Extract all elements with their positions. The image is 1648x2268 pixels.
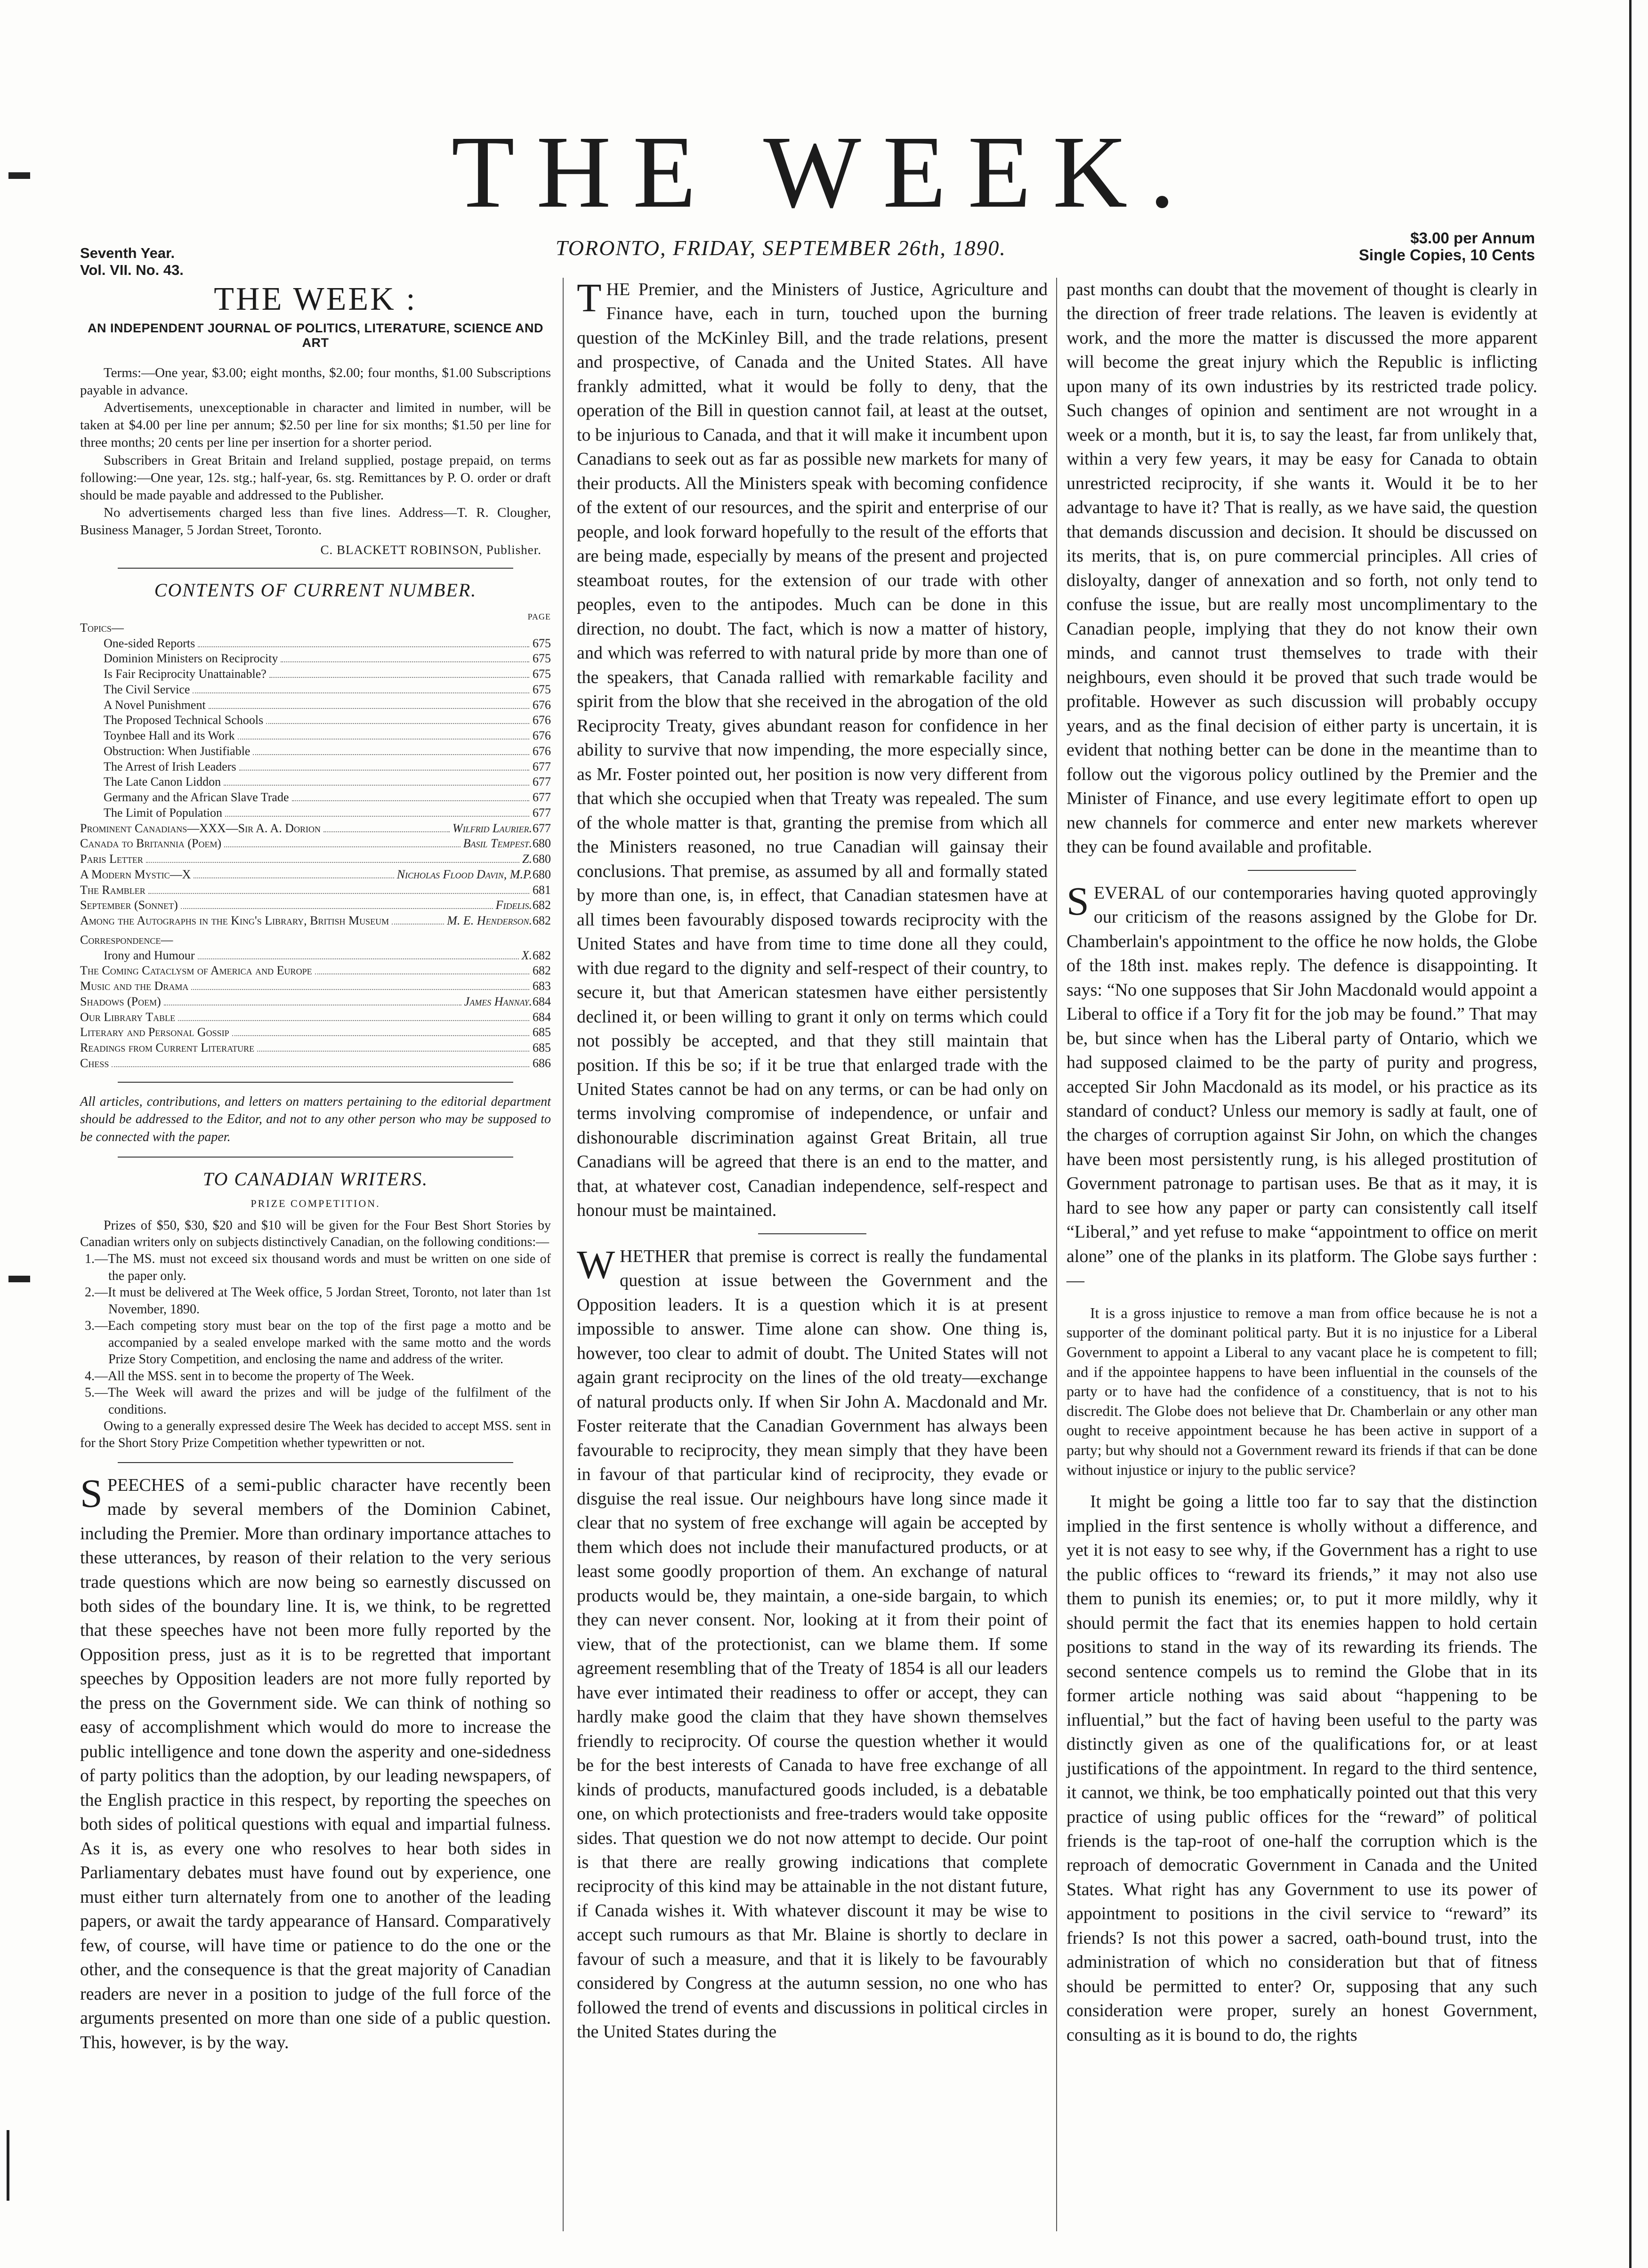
contents-row — [80, 713, 551, 728]
contents-leader — [146, 862, 519, 863]
prize-heading: TO CANADIAN WRITERS. — [202, 1168, 428, 1190]
contents-row — [80, 979, 551, 994]
contents-page: 677 — [533, 759, 551, 773]
contents-page-label: PAGE — [527, 612, 551, 622]
contents-articles — [80, 821, 551, 929]
contents-row — [80, 682, 551, 698]
column-left — [80, 278, 551, 2055]
contents-page: 677 — [533, 821, 551, 835]
contents-row — [80, 805, 551, 821]
contents-title: Dominion Ministers on Reciprocity — [104, 651, 278, 666]
journal-subtitle: AN INDEPENDENT JOURNAL OF POLITICS, LITERATURE, SCIENCE AND ART — [87, 321, 544, 350]
contents-title: The Arrest of Irish Leaders — [104, 759, 236, 773]
contents-title: One-sided Reports — [104, 636, 195, 650]
contents-page: 682 — [533, 964, 551, 978]
contents-correspondence — [80, 948, 551, 964]
contents-leader — [238, 739, 529, 740]
contents-row — [80, 1025, 551, 1040]
article-several: SEVERAL of our contemporaries having quoted approvingly our criticism of the reasons assigned by the Globe for Dr. Chamberlain's appointment to the office he now holds, the Globe of the 18th inst. makes reply. The defence is disappointing. It says: “No one supposes that Sir John Macdonald would appoint a Liberal to office if a Tory fit for the job may be found.” That may be, but since when has the Liberal party of Ontario, which we had supposed claimed to be the party of purity and progress, accepted Sir John Macdonald as its model, or his practice as its standard of conduct? Unless our memory is sadly at fault, one of the charges of corruption against Sir John, on which the changes have been most persistently rung, is his alleged prostitution of Government patronage to partisan uses. Be that as it may, it is hard to see how any paper or party can consistently call itself “Liberal,” and yet refuse to make “appointment to office on merit alone” one of the planks in its platform. The Globe says further :— — [1066, 878, 1537, 1291]
contents-title: Irony and Humour — [104, 948, 195, 962]
margin-mark — [8, 1276, 30, 1282]
contents-title: Is Fair Reciprocity Unattainable? — [104, 667, 267, 681]
dateline: TORONTO, FRIDAY, SEPTEMBER 26th, 1890. — [556, 236, 1006, 260]
divider — [118, 1157, 513, 1158]
divider — [118, 1462, 513, 1463]
contents-row — [80, 636, 551, 651]
contents-leader — [224, 785, 529, 786]
contents-page: 682 — [533, 948, 551, 962]
journal-terms: Terms:—One year, $3.00; eight months, $2.00; four months, $1.00 Subscriptions payable in advance. — [80, 365, 551, 398]
contents-author: X. — [521, 948, 532, 962]
contents-title: The Civil Service — [104, 682, 190, 696]
contents-title: Literary and Personal Gossip — [80, 1025, 229, 1039]
prize-block — [80, 1217, 551, 1452]
article-whether: WHETHER that premise is correct is really the fundamental question at issue between the Government and the Opposition leaders. It is a question which it is at present impossible to answer. Time alone can show. One thing is, however, too clear to admit of doubt. The United States will not again grant reciprocity on the lines of the old treaty—exchange of natural products only. If when Sir John A. Macdonald and Mr. Foster reiterate that the Canadian Government has always been favourable to reciprocity, they mean simply that they have been in favour of that particular kind of reciprocity, they evade or disguise the real issue. Our neighbours have long since made it clear that no system of free exchange will again be accepted by them which does not include their manufactured products, or at least some goodly proportion of them. An exchange of natural products would be, they maintain, a one-side bargain, to which they can never consent. Nor, looking at it from their point of view, that of the protectionist, can we blame them. If some agreement resembling that of the Treaty of 1854 is all our leaders have ever intimated their readiness to offer or accept, they can hardly make good the claim that they have shown themselves friendly to reciprocity. Of course the question whether it would be for the best interests of Canada to have free exchange of all kinds of products, manufactured goods included, is a debatable one, on which protectionists and free-traders would take opposite sides. That question we do not now attempt to decide. Our point is that there are really growing indications that complete reciprocity of this kind may be attainable in the not distant future, if Canada wishes it. With whatever discount it may be wise to accept such rumours as that Mr. Blaine is shortly to declare in favour of such a measure, and that it is likely to be favourably considered by Congress at the autumn session, no one who has followed the trend of events and discussions in political circles in the United States during the — [577, 1241, 1048, 2042]
contents-topics — [80, 636, 551, 821]
contents-title: The Proposed Technical Schools — [104, 713, 264, 727]
contents-leader — [281, 661, 529, 662]
divider — [118, 568, 513, 569]
contents-title: Among the Autographs in the King's Library, British Museum — [80, 914, 389, 928]
column-right — [1066, 278, 1537, 2047]
contents-leader — [148, 893, 529, 894]
contents-author: M. E. Henderson. — [447, 914, 532, 928]
contents-row — [80, 1056, 551, 1071]
contents-title: Canada to Britannia (Poem) — [80, 836, 222, 851]
contents-row — [80, 728, 551, 744]
contents-leader — [232, 1035, 529, 1036]
column-middle — [577, 275, 1048, 2044]
contents-author: Fidelis. — [495, 898, 532, 912]
journal-terms-block — [80, 364, 551, 539]
article-quote: It is a gross injustice to remove a man from office because he is not a supporter of the dominant political party. But it is no injustice for a Liberal Government to appoint a Liberal to any vacant place he is competent to fill; and if the appointee happens to have been influential in the counsels of the party or to have had the confidence of a constituency, that is not to his discredit. The Globe does not believe that Dr. Chamberlain or any other man ought to receive appointment because he has been active in support of a party; but why should not a Government reward its friends if that can be done without injustice or injury to the public service? — [1066, 1304, 1537, 1478]
contents-title: Music and the Drama — [80, 979, 189, 993]
prize-note: Owing to a generally expressed desire The Week has decided to accept MSS. sent in for the Short Story Prize Competition whether typewritten or not. — [80, 1419, 551, 1451]
prize-condition: 1.—The MS. must not exceed six thousand words and must be written on one side of the paper only. — [85, 1252, 551, 1283]
contents-leader — [292, 800, 529, 801]
contents-page: 676 — [533, 698, 551, 712]
divider — [118, 1082, 513, 1083]
column-rule — [563, 278, 564, 2231]
contents-title: Shadows (Poem) — [80, 994, 161, 1008]
contents-title: Prominent Canadians—XXX—Sir A. A. Dorion — [80, 821, 321, 835]
contents-page: 686 — [533, 1056, 551, 1070]
contents-page: 675 — [533, 651, 551, 666]
prize-condition: 4.—All the MSS. sent in to become the property of The Week. — [85, 1368, 414, 1383]
price-info — [1337, 230, 1535, 264]
prize-condition: 3.—Each competing story must bear on the top of the first page a motto and be accompanied by a sealed envelope marked with the same motto and the words Prize Story Competition, and enclosing the name and address of the writer. — [85, 1319, 551, 1367]
volume-number: Vol. VII. No. 43. — [80, 261, 184, 278]
masthead-title: THE WEEK. — [451, 114, 1197, 229]
prize-condition: 2.—It must be delivered at The Week office, 5 Jordan Street, Toronto, not later than 1st November, 1890. — [85, 1285, 551, 1317]
contents-page: 676 — [533, 713, 551, 727]
contents-page: 684 — [533, 1010, 551, 1024]
volume-year: Seventh Year. — [80, 245, 175, 261]
contents-row — [80, 667, 551, 682]
margin-mark — [7, 2130, 9, 2201]
contents-row — [80, 898, 551, 913]
contents-leader — [315, 973, 529, 974]
contents-title: Obstruction: When Justifiable — [104, 744, 250, 758]
contents-row — [80, 867, 551, 883]
contents-author: Basil Tempest. — [463, 836, 532, 851]
contents-page: 685 — [533, 1041, 551, 1055]
contents-page: 677 — [533, 805, 551, 820]
divider — [758, 1233, 866, 1234]
contents-leader — [112, 1066, 529, 1067]
contents-page: 680 — [533, 852, 551, 866]
contents-row — [80, 1040, 551, 1056]
contents-title: Paris Letter — [80, 852, 143, 866]
journal-advertisements: Advertisements, unexceptionable in character and limited in number, will be taken at $4.00 per line per annum; $2.50 per line for six months; $1.50 per line for three months; 20 cents per line per insertion for a shorter period. — [80, 400, 551, 450]
contents-row — [80, 774, 551, 790]
publisher: C. BLACKETT ROBINSON, Publisher. — [320, 543, 541, 557]
contents-page: 682 — [533, 898, 551, 912]
contents-page: 685 — [533, 1025, 551, 1039]
contents-title: A Modern Mystic—X — [80, 867, 191, 881]
contents-author: Nicholas Flood Davin, M.P. — [396, 867, 532, 881]
contents-more — [80, 963, 551, 1071]
contents-leader — [225, 816, 529, 817]
contents-title: Germany and the African Slave Trade — [104, 790, 289, 804]
contents-title: The Late Canon Liddon — [104, 775, 221, 789]
contents-row — [80, 948, 551, 964]
divider — [1248, 870, 1356, 871]
contents-author: Z. — [522, 852, 532, 866]
prize-intro: Prizes of $50, $30, $20 and $10 will be given for the Four Best Short Stories by Canadian writers only on subjects distinctively Canadian, on the following conditions:— — [80, 1218, 551, 1250]
contents-leader — [323, 831, 450, 832]
contents-title: The Coming Cataclysm of America and Europe — [80, 964, 312, 978]
contents-page: 683 — [533, 979, 551, 993]
article-might: It might be going a little too far to say that the distinction implied in the first sentence is wholly without a difference, and yet it is not easy to see why, if the Government has a right to use the public offices to “reward its friends,” it may not also use them to punish its enemies; or, to put it more mildly, why it should permit the fact that its enemies happen to hold certain positions to stand in the way of its rewarding its friends. The second sentence compels us to remind the Globe that in its former article nothing was said about “happening to be influential,” but the fact of having been useful to the party was distinctly given as one of the qualifications for, or at least justifications of the appointment. In regard to the third sentence, it cannot, we think, be too emphatically pointed out that this very practice of using public offices for the “reward” of political friends is the tap-root of one-half the corruption which is the reproach of democratic Government in Canada and the United States. What right has any Government to use its power of appointment to positions in the civil service to “reward” its friends? Is not this power a sacred, oath-bound trust, into the administration of which no consideration but that of fitness should be permitted to enter? Or, supposing that any such consideration were proper, surely an honest Government, consulting as it is bound to do, the rights — [1066, 1492, 1537, 2045]
contents-page: 684 — [533, 994, 551, 1008]
contents-page: 681 — [533, 883, 551, 897]
volume-info — [80, 245, 184, 278]
contents-page: 680 — [533, 867, 551, 881]
contents-title: September (Sonnet) — [80, 898, 178, 912]
contents-note: All articles, contributions, and letters on matters pertaining to the editorial department should be addressed to the Editor, and not to any other person who may be supposed to be connected with the paper. — [80, 1094, 551, 1145]
contents-title: Toynbee Hall and its Work — [104, 729, 235, 743]
contents-leader — [181, 908, 493, 909]
contents-leader — [224, 846, 460, 847]
contents-row — [80, 744, 551, 759]
contents-author: Wilfrid Laurier. — [452, 821, 532, 835]
contents-leader — [178, 1020, 529, 1021]
journal-subscribers: Subscribers in Great Britain and Ireland supplied, postage prepaid, on terms following:—One year, 12s. stg.; half-year, 6s. stg. Remittances by P. O. order or draft should be made payable and addressed to the Publisher. — [80, 452, 551, 503]
price-annum: $3.00 per Annum — [1410, 229, 1535, 247]
contents-page: 677 — [533, 790, 551, 804]
page-edge-rule — [1629, 0, 1632, 2268]
contents-row — [80, 759, 551, 775]
contents-leader — [194, 877, 394, 878]
journal-notice: No advertisements charged less than five lines. Address—T. R. Clougher, Business Manager, 5 Jordan Street, Toronto. — [80, 505, 551, 538]
contents-page: 675 — [533, 636, 551, 650]
contents-page: 676 — [533, 744, 551, 758]
contents-heading: CONTENTS OF CURRENT NUMBER. — [154, 579, 477, 601]
contents-title: A Novel Punishment — [104, 698, 206, 712]
contents-leader — [392, 924, 444, 925]
contents-leader — [239, 770, 529, 771]
contents-row — [80, 913, 551, 929]
contents-page: 682 — [533, 914, 551, 928]
contents-row — [80, 651, 551, 667]
contents-leader — [257, 1051, 529, 1052]
contents-leader — [193, 692, 529, 693]
prize-subheading: PRIZE COMPETITION. — [250, 1197, 380, 1209]
contents-row — [80, 836, 551, 852]
article-speeches: SPEECHES of a semi-public character have recently been made by several members of the Dominion Cabinet, including the Premier. More than ordinary importance attaches to these utterances, by reason of their relation to the very serious trade questions which are now being so earnestly discussed on both sides of the boundary line. It is, we think, to be regretted that these speeches have not been more fully reported by the Opposition press, just as it is to be regretted that important speeches by Opposition leaders are not more fully reported by the press on the Government side. We can think of nothing so easy of accomplishment which would do more to increase the public intelligence and tone down the asperity and one-sidedness of party politics than the adoption, by our leading newspapers, of the English practice in this respect, by reporting the speeches on both sides of political questions with equal and impartial fulness. As it is, as every one who resolves to hear both sides in Parliamentary debates must have found out by experience, one must either turn alternately from one to another of the leading papers, or await the tardy appearance of Hansard. Comparatively few, of course, will have time or patience to do the one or the other, and the consequence is that the great majority of Canadian readers are never in a position to judge of the full force of the arguments presented on more than one side of a public question. This, however, is by the way. — [80, 1470, 551, 2052]
article-premier: THE Premier, and the Ministers of Justice, Agriculture and Finance have, each in turn, touched upon the burning question of the McKinley Bill, and the trade relations, present and prospective, of Canada and the United States. All have frankly admitted, what it would be folly to deny, that the operation of the Bill in question cannot fail, at least at the outset, to be injurious to Canada, and that it will make it incumbent upon Canadians to seek out as far as possible new markets for many of their products. All the Ministers speak with becoming confidence of the extent of our resources, and the spirit and enterprise of our people, and look forward hopefully to the result of the efforts that are being made, especially by means of the present and projected steamboat routes, for the extension of our trade with other peoples, even to the antipodes. Much can be done in this direction, no doubt. The fact, which is now a matter of history, and which was referred to with natural pride by more than one of the speakers, that Canada rallied with remarkable facility and spirit from the blow that she received in the abrogation of the old Reciprocity Treaty, gives abundant reason for confidence in her ability to survive that now impending, the more especially since, as Mr. Foster pointed out, her position is now very different from that which she occupied when that Treaty was repealed. The sum of the whole matter is that, granting the premise from which all the Ministers reasoned, no true Canadian will gainsay their conclusions. That premise, as assumed by all and formally stated by more than one, is, in effect, that Canadian statesmen have at all times been favourably disposed towards reciprocity with the United States and have from time to time done all they could, with due regard to the dignity and self-respect of their country, to secure it, but that American statesmen have either persistently declined it, or been willing to grant it only on terms which could not possibly be accepted, and that they still maintain that position. If this be so; if it be true that enlarged trade with the United States cannot be had on any terms, or can be had only on terms involving compromise of independence, or unfair and dishonourable discrimination against Great Britain, all true Canadians will be agreed that there is an end to the matter, and that, at whatever cost, Canadian independence, self-respect and honour must be maintained. — [577, 275, 1048, 1221]
contents-title: Chess — [80, 1056, 109, 1070]
contents-row — [80, 883, 551, 898]
contents-title: Readings from Current Literature — [80, 1041, 255, 1055]
contents-title: Our Library Table — [80, 1010, 176, 1024]
contents-row — [80, 821, 551, 836]
contents-row — [80, 963, 551, 979]
contents-row — [80, 852, 551, 867]
contents-leader — [269, 677, 529, 678]
article-past: past months can doubt that the movement of thought is clearly in the direction of freer trade relations. The leaven is evidently at work, and the more the matter is discussed the more apparent will become the great injury which the Republic is inflicting upon many of its own industries by its restricted trade policy. Such changes of opinion and sentiment are not wrought in a week or a month, but it is, to say the least, far from unlikely that, within a very few years, it may be easy for Canada to obtain unrestricted reciprocity, if she wants it. Would it be to her advantage to have it? That is really, as we have said, the question that demands discussion and decision. It should be discussed on its merits, that is, on pure commercial principles. All cries of disloyalty, danger of annexation and so forth, not only tend to confuse the issue, but are really most uncomplimentary to the Canadian people, implying that they do not know their own minds, and cannot trust themselves to trade with their neighbours, even should it be proved that such trade would be profitable. However as such discussion will probably occupy years, and as the final decision of either party is uncertain, it is evident that nothing better can be done in the meantime than to follow out the vigorous policy outlined by the Premier and the Minister of Finance, and use every legitimate effort to open up new channels for commerce and enter new markets wherever they can be found available and profitable. — [1066, 280, 1537, 857]
prize-condition: 5.—The Week will award the prizes and will be judge of the fulfilment of the conditions. — [85, 1385, 551, 1417]
contents-row — [80, 698, 551, 713]
contents-page: 680 — [533, 836, 551, 851]
contents-leader — [266, 723, 529, 724]
contents-row — [80, 1010, 551, 1025]
column-rule — [1056, 278, 1057, 2231]
contents-page: 675 — [533, 667, 551, 681]
margin-mark — [8, 172, 30, 179]
contents-title: The Rambler — [80, 883, 145, 897]
prize-conditions — [80, 1251, 551, 1418]
contents-leader — [198, 958, 519, 959]
contents-row — [80, 994, 551, 1010]
contents-row — [80, 790, 551, 805]
contents-title: The Limit of Population — [104, 805, 223, 820]
contents-topics-label: Topics— — [80, 620, 124, 635]
contents-leader — [191, 989, 529, 990]
contents-leader — [209, 708, 529, 709]
journal-title: THE WEEK : — [214, 281, 417, 317]
contents-list — [80, 611, 551, 1071]
contents-leader — [253, 754, 529, 755]
contents-page: 675 — [533, 682, 551, 696]
contents-leader — [198, 646, 529, 647]
contents-author: James Hannay. — [464, 994, 532, 1008]
contents-page: 676 — [533, 729, 551, 743]
contents-correspondence-label: Correspondence— — [80, 933, 173, 947]
price-single: Single Copies, 10 Cents — [1358, 246, 1535, 264]
contents-page: 677 — [533, 775, 551, 789]
